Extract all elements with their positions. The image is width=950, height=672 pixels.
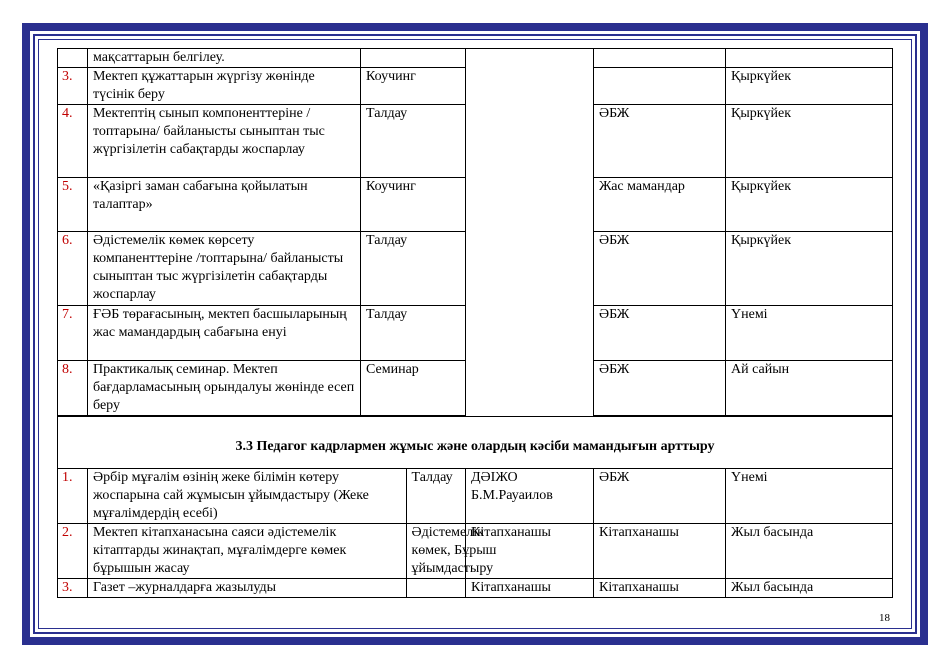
responsible-cell: ӘБЖ [594,361,726,416]
responsible-cell [594,49,726,68]
task-cell: ҒӘБ төрағасының, мектеп басшыларының жас мамандардың сабағына енуі [88,306,361,361]
task-cell: Практикалық семинар. Мектеп бағдарламасының орындалуы жөнінде есеп беру [88,361,361,416]
due-cell: Жыл басында [726,524,893,579]
row-number: 3. [58,68,88,105]
row-number [58,49,88,68]
form-cell: Талдау [361,306,466,361]
responsible-cell: Кітапханашы [594,524,726,579]
row-number: 2. [58,524,88,579]
row-number: 3. [58,579,88,598]
due-cell: Үнемі [726,469,893,524]
due-cell: Қыркүйек [726,68,893,105]
form-cell: Талдау [361,105,466,178]
form-cell: Әдістемелік көмек, Бұрыш ұйымдастыру [411,525,497,576]
row-number: 6. [58,232,88,306]
row-number: 7. [58,306,88,361]
due-cell: Ай сайын [726,361,893,416]
task-cell: «Қазіргі заман сабағына қойылатын талаптар» [88,178,361,232]
task-cell: Мектептің сынып компоненттеріне /топтарына/ байланысты сыныптан тыс жүргізілетін сабақтарды жоспарлау [88,105,361,178]
merged-organizer-cell [466,49,594,417]
responsible-cell: ӘБЖ [594,105,726,178]
task-cell: Мектеп кітапханасына саяси әдістемелік кітаптарды жинақтап, мұғалімдерге көмек бұрышын жасау [88,524,406,578]
section-row [58,417,893,469]
form-cell: Талдау [411,470,453,485]
responsible-cell: Жас мамандар [594,178,726,232]
task-cell: мақсаттарын белгілеу. [88,49,361,68]
due-cell: Қыркүйек [726,232,893,306]
table-row [58,49,893,68]
plan-table [57,48,893,598]
form-cell: Коучинг [361,178,466,232]
row-number: 8. [58,361,88,416]
responsible-cell: ӘБЖ [594,469,726,524]
task-cell: Әрбір мұғалім өзінің жеке білімін көтеру жоспарына сай жұмысын ұйымдастыру (Жеке мұғалімдердің есебі) [88,469,406,523]
responsible-cell: ӘБЖ [594,232,726,306]
form-cell: Талдау [361,232,466,306]
row-number: 5. [58,178,88,232]
table-row [58,469,893,524]
organizer-cell: Кітапханашы [466,579,594,598]
form-cell: Семинар [361,361,466,416]
form-cell [361,49,466,68]
due-cell: Үнемі [726,306,893,361]
task-cell: Мектеп құжаттарын жүргізу жөнінде түсінік беру [88,68,361,105]
row-number: 4. [58,105,88,178]
table-row [58,579,893,598]
responsible-cell: ӘБЖ [594,306,726,361]
table-row [58,524,893,579]
due-cell: Қыркүйек [726,105,893,178]
document-sheet [57,48,892,602]
task-cell: Әдістемелік көмек көрсету компаненттеріне /топтарына/ байланысты сыныптан тыс жүргізілетін сабақтарды жоспарлау [88,232,361,306]
organizer-cell: Кітапханашы [466,524,594,579]
page-number: 18 [879,612,890,624]
form-cell: Коучинг [361,68,466,105]
row-number: 1. [58,469,88,524]
responsible-cell [594,68,726,105]
responsible-cell: Кітапханашы [594,579,726,598]
organizer-cell: ДӘІЖО Б.М.Рауаилов [466,469,594,524]
section-title: 3.3 Педагог кадрлармен жұмыс және олардың кәсіби мамандығын арттыру [58,417,893,469]
due-cell: Қыркүйек [726,178,893,232]
task-cell: Газет –журналдарға жазылуды [88,579,406,597]
due-cell: Жыл басында [726,579,893,598]
due-cell [726,49,893,68]
